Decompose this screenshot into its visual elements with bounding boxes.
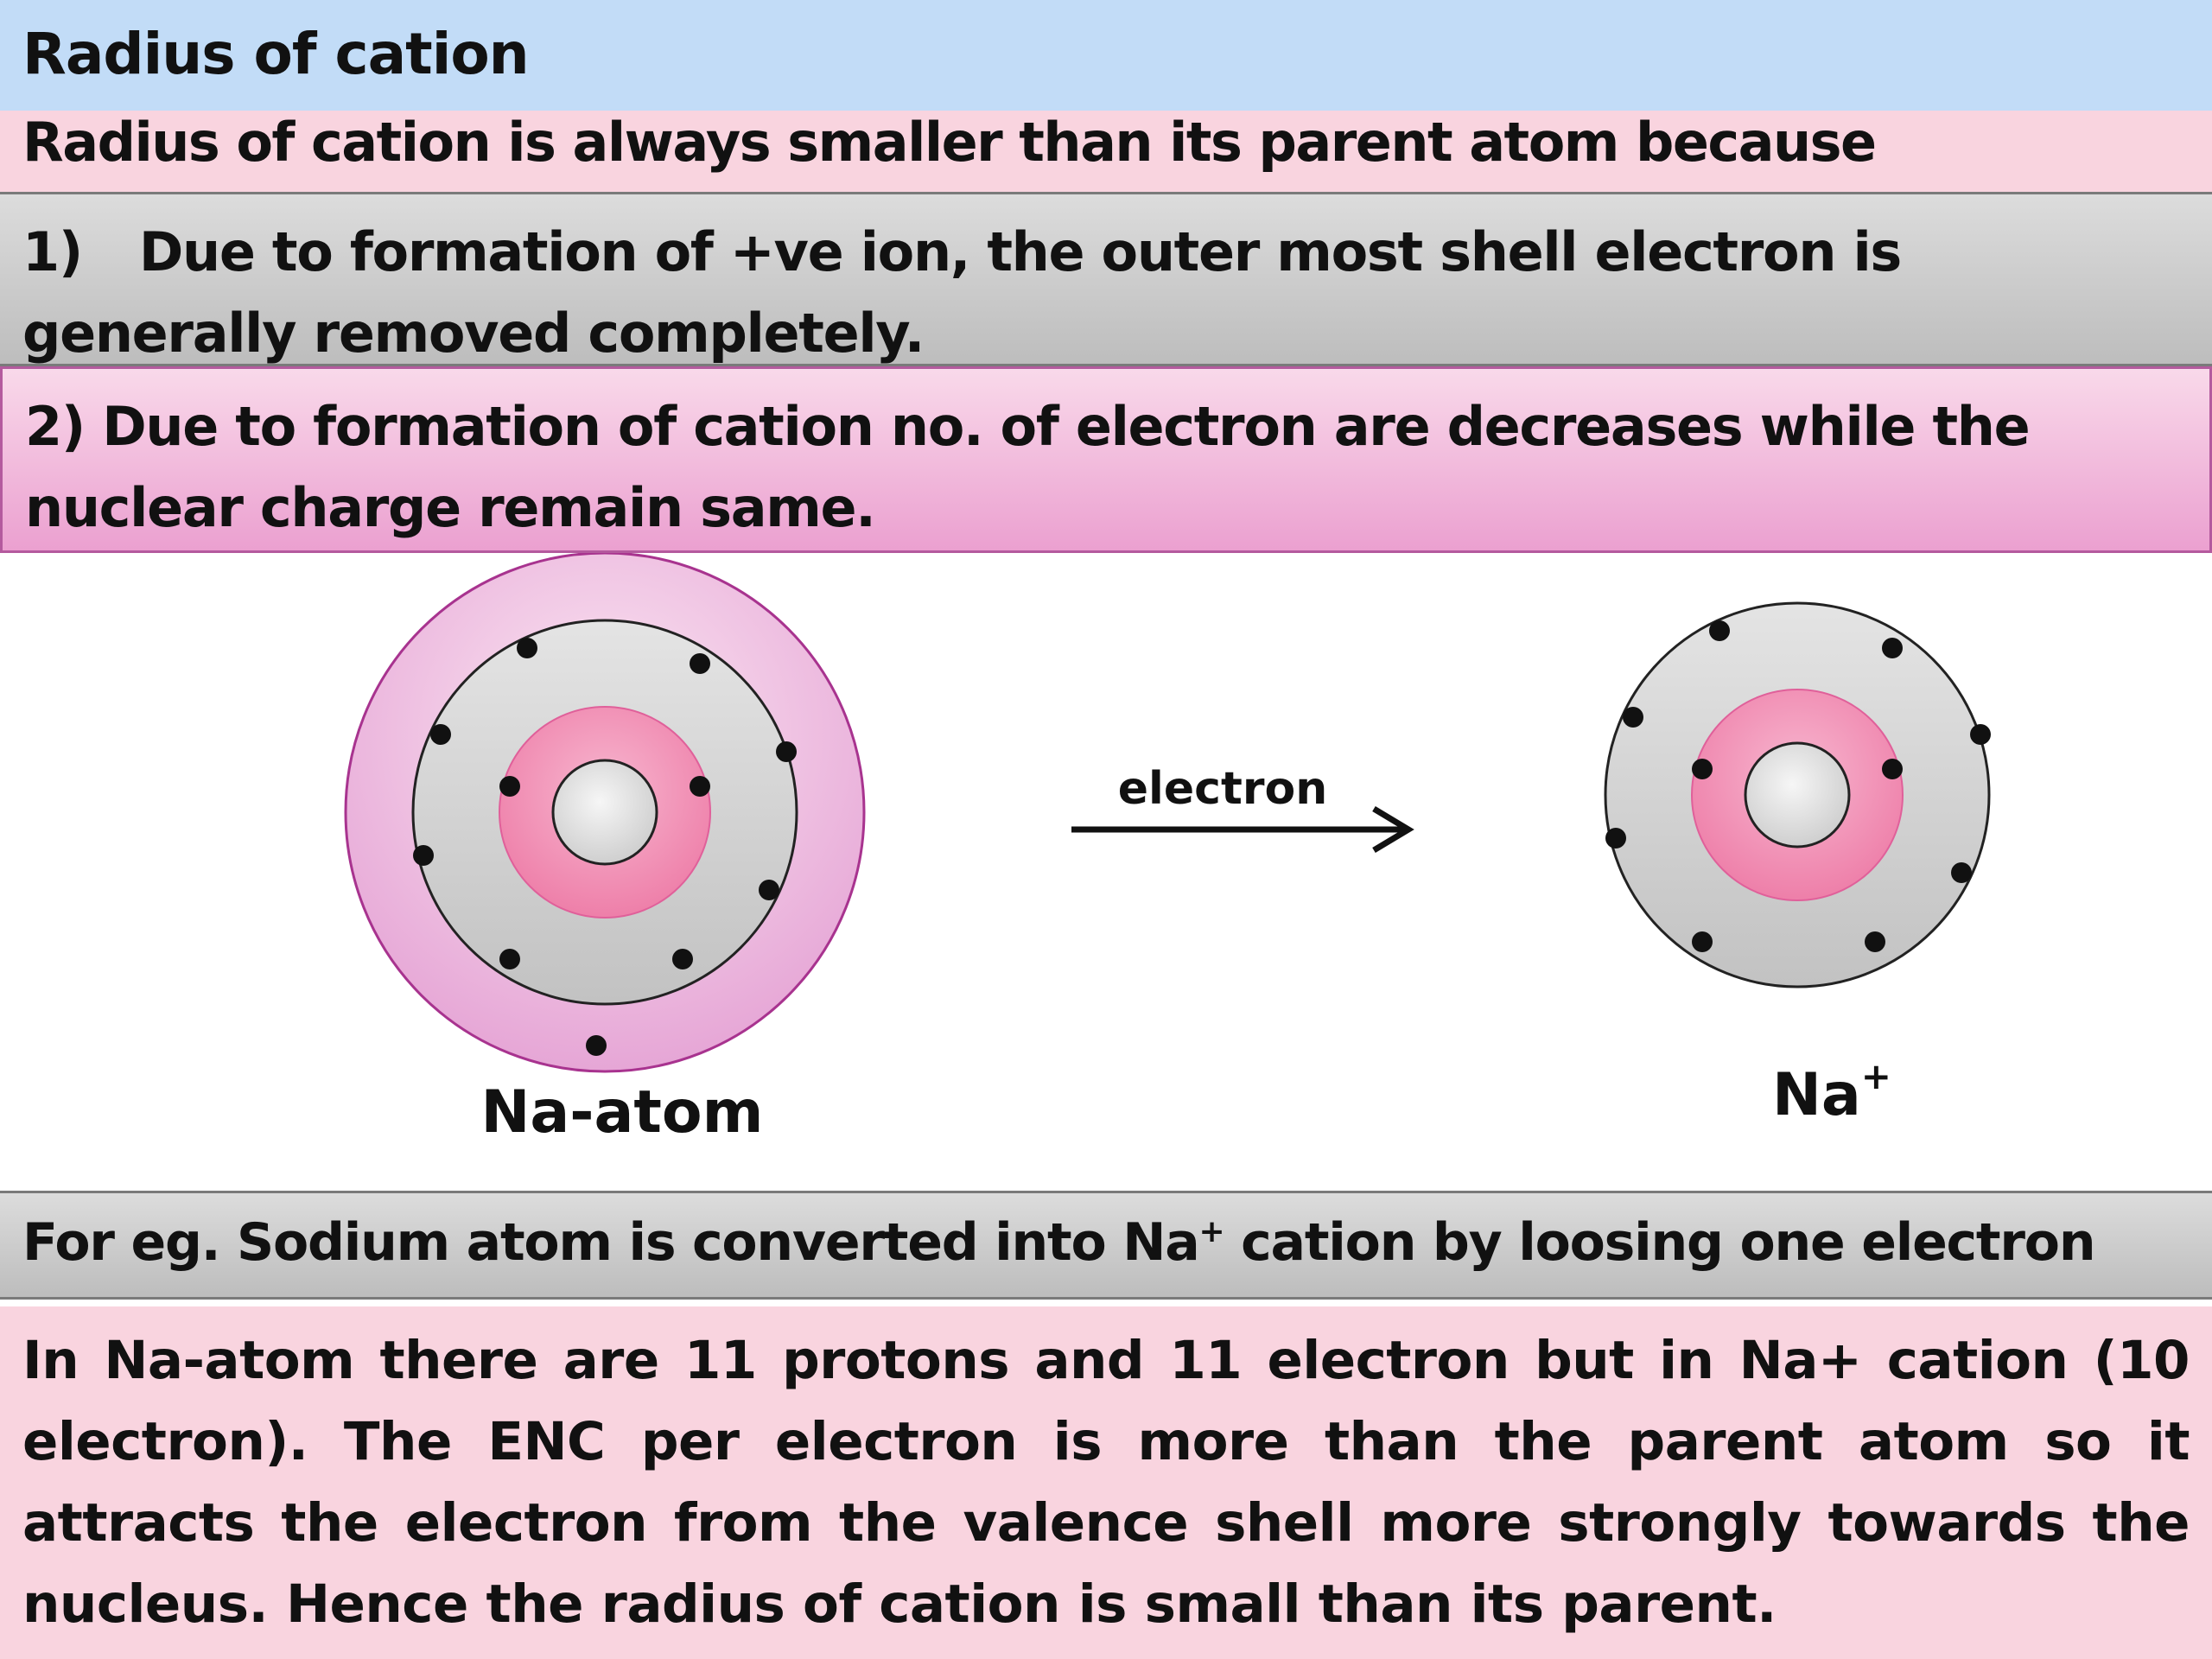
point-1-text: Due to formation of +ve ion, the outer most shell electron is generally removed completely.	[22, 220, 1902, 365]
electron-loss-arrow	[1071, 763, 1408, 850]
point-1-box	[0, 192, 2212, 366]
electron	[690, 776, 710, 797]
atom-nucleus	[553, 760, 657, 864]
explanation-text: In Na-atom there are 11 protons and 11 electron but in Na+ cation (10 electron). The ENC per electron is more than the parent atom so it attracts the electron from the valence shell more strongly towards the nucleus. Hence the radius of cation is small than its parent.	[22, 1330, 2190, 1635]
ion-label-base: Na	[1772, 1061, 1861, 1129]
point-2-text: Due to formation of cation no. of electron are decreases while the nuclear charge remain same.	[25, 395, 2030, 539]
point-1-number: 1)	[22, 220, 82, 283]
atom-diagram	[0, 553, 2212, 1191]
point-1	[22, 212, 2183, 374]
electron	[672, 949, 693, 969]
electron	[430, 724, 451, 745]
example-sup: +	[1198, 1214, 1224, 1249]
electron	[413, 845, 434, 866]
ion-label-sup: +	[1860, 1055, 1891, 1097]
electron	[517, 638, 537, 658]
title-band	[0, 0, 2212, 111]
explanation-box	[0, 1306, 2212, 1659]
point-2-box	[0, 366, 2212, 553]
electron	[1605, 828, 1626, 849]
electron	[1623, 707, 1643, 728]
na-atom	[346, 553, 864, 1071]
electron	[499, 949, 520, 969]
example-after: cation by loosing one electron	[1224, 1212, 2095, 1273]
example-box	[0, 1191, 2212, 1300]
ion-nucleus	[1745, 743, 1849, 847]
electron	[1882, 638, 1903, 658]
example-before: For eg. Sodium atom is converted into Na	[22, 1212, 1199, 1273]
arrow-label: electron	[1117, 763, 1328, 815]
intro-text: Radius of cation is always smaller than its parent atom because	[22, 111, 1876, 174]
electron	[1692, 931, 1713, 952]
electron	[499, 776, 520, 797]
electron	[586, 1035, 607, 1056]
na-ion	[1605, 603, 1991, 987]
electron	[1709, 620, 1730, 641]
point-2	[25, 386, 2185, 549]
ion-label	[1772, 1055, 1891, 1129]
point-2-number: 2)	[25, 395, 85, 458]
intro-band	[0, 111, 2212, 192]
electron	[776, 741, 797, 762]
electron	[759, 880, 779, 900]
electron	[1951, 862, 1972, 883]
electron	[1970, 724, 1991, 745]
electron	[690, 653, 710, 674]
electron	[1882, 759, 1903, 779]
page-title: Radius of cation	[22, 21, 529, 87]
example-text	[22, 1212, 2094, 1273]
atom-label: Na-atom	[480, 1078, 764, 1147]
electron	[1865, 931, 1885, 952]
electron	[1692, 759, 1713, 779]
